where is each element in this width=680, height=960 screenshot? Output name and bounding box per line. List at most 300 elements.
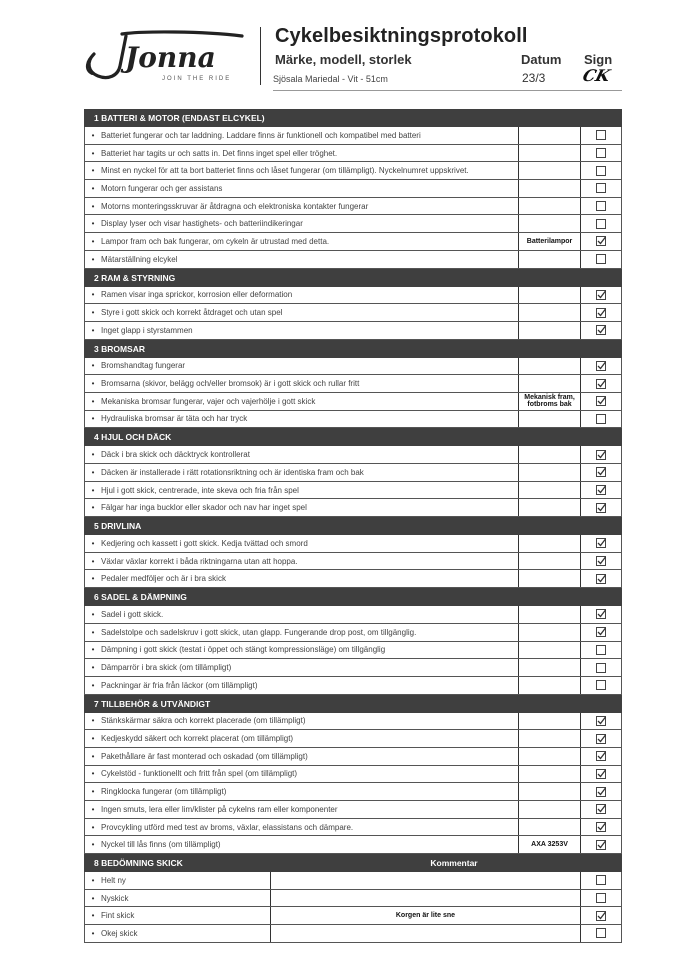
bullet-icon: • (91, 875, 95, 885)
table-row (84, 145, 622, 163)
note-cell (518, 304, 582, 321)
bullet-icon: • (91, 485, 95, 495)
bullet-icon: • (91, 379, 95, 389)
check-cell (581, 766, 622, 783)
item-cell (84, 482, 518, 499)
table-row (84, 570, 622, 588)
note-cell (518, 713, 582, 730)
checkbox[interactable] (596, 663, 606, 673)
check-cell (581, 215, 622, 232)
note-cell (518, 322, 582, 339)
bullet-icon: • (91, 751, 95, 761)
bullet-icon: • (91, 804, 95, 814)
table-row (84, 411, 622, 429)
check-cell (581, 358, 622, 375)
check-cell (581, 748, 622, 765)
note-cell: AXA 3253V (518, 836, 582, 853)
checkbox[interactable] (596, 893, 606, 903)
checkbox[interactable] (596, 787, 606, 797)
note-cell (518, 145, 582, 162)
bullet-icon: • (91, 556, 95, 566)
item-text: Mekaniska bromsar fungerar, vajer och vajerhölje i gott skick (101, 396, 316, 406)
item-cell (84, 358, 518, 375)
table-row (84, 464, 622, 482)
comment-header: Kommentar (430, 858, 478, 869)
check-cell (581, 251, 622, 268)
note-cell (518, 606, 582, 623)
note-cell (518, 358, 582, 375)
note-cell (518, 198, 582, 215)
item-cell (84, 304, 518, 321)
checkbox[interactable] (596, 290, 606, 300)
item-text: Fälgar har inga bucklor eller skador och nav har inget spel (101, 503, 307, 513)
note-cell (518, 287, 582, 304)
table-row (84, 215, 622, 233)
note-cell (518, 730, 582, 747)
table-row (84, 322, 622, 340)
check-cell (581, 642, 622, 659)
check-cell (581, 819, 622, 836)
item-cell (84, 145, 518, 162)
section-title: 2 RAM & STYRNING (94, 272, 176, 283)
section-title: 3 BROMSAR (94, 343, 146, 354)
check-icon (596, 555, 607, 566)
section-title: 7 TILLBEHÖR & UTVÄNDIGT (94, 698, 211, 709)
check-icon (596, 768, 607, 779)
checkbox[interactable] (596, 680, 606, 690)
check-cell (581, 553, 622, 570)
item-text: Bromsarna (skivor, belägg och/eller bromsok) är i gott skick och rullar fritt (101, 379, 360, 389)
checkbox[interactable] (596, 361, 606, 371)
check-icon (596, 466, 607, 477)
item-text: Helt ny (101, 875, 126, 885)
item-text: Nyckel till lås finns (om tillämpligt) (101, 840, 221, 850)
section-title: 1 BATTERI & MOTOR (ENDAST ELCYKEL) (94, 113, 265, 123)
check-cell (581, 499, 622, 516)
note-cell: Korgen är lite sne (270, 907, 582, 924)
item-text: Sadelstolpe och sadelskruv i gott skick, utan glapp. Fungerande drop post, om tillgänglig. (101, 627, 417, 637)
inspection-table (84, 109, 622, 943)
table-row (84, 783, 622, 801)
bullet-icon: • (91, 538, 95, 548)
check-cell (581, 304, 622, 321)
check-cell (581, 411, 622, 428)
note-cell (518, 819, 582, 836)
check-cell (581, 713, 622, 730)
item-text: Däcken är installerade i rätt rotationsriktning och är identiska fram och bak (101, 467, 364, 477)
item-text: Ingen smuts, lera eller lim/klister på cykelns ram eller komponenter (101, 804, 338, 814)
item-cell (84, 624, 518, 641)
table-row (84, 730, 622, 748)
check-cell (581, 677, 622, 694)
table-row (84, 358, 622, 376)
section-header (84, 588, 622, 606)
header-rule (273, 90, 622, 91)
check-cell (581, 801, 622, 818)
section-header (84, 109, 622, 127)
note-cell: Mekanisk fram, fotbroms bak (518, 393, 582, 410)
item-text: Styre i gott skick och korrekt åtdraget och utan spel (101, 308, 283, 318)
item-cell (84, 251, 518, 268)
signature (580, 65, 618, 85)
check-icon (596, 378, 607, 389)
bullet-icon: • (91, 450, 95, 460)
section-title: 8 BEDÖMNING SKICK (94, 858, 183, 869)
check-icon (596, 733, 607, 744)
check-cell (581, 482, 622, 499)
item-text: Hydrauliska bromsar är täta och har tryck (101, 414, 248, 424)
item-cell (84, 553, 518, 570)
section-header (84, 428, 622, 446)
check-icon (596, 839, 607, 850)
checkbox[interactable] (596, 201, 606, 211)
table-row (84, 251, 622, 269)
item-text: Hjul i gott skick, centrerade, inte skeva och fria från spel (101, 485, 299, 495)
bullet-icon: • (91, 308, 95, 318)
check-cell (581, 375, 622, 392)
item-text: Ringklocka fungerar (om tillämpligt) (101, 787, 227, 797)
check-icon (596, 626, 607, 637)
checkbox[interactable] (596, 538, 606, 548)
table-row (84, 535, 622, 553)
note-cell (518, 748, 582, 765)
item-text: Packningar är fria från läckor (om tillämpligt) (101, 680, 258, 690)
svg-text:Jonna: Jonna (125, 41, 216, 74)
item-text: Kedjering och kassett i gott skick. Kedja tvättad och smord (101, 538, 308, 548)
header-divider (260, 27, 261, 85)
bullet-icon: • (91, 254, 95, 264)
checkbox[interactable] (596, 183, 606, 193)
section-title: 4 HJUL OCH DÄCK (94, 432, 172, 443)
check-icon (596, 307, 607, 318)
note-cell: Batterilampor (518, 233, 582, 250)
item-cell (84, 393, 518, 410)
check-cell (581, 907, 622, 924)
bullet-icon: • (91, 787, 95, 797)
item-cell (84, 907, 270, 924)
note-cell (518, 464, 582, 481)
check-cell (581, 446, 622, 463)
check-cell (581, 393, 622, 410)
note-cell (518, 375, 582, 392)
table-row (84, 766, 622, 784)
item-text: Display lyser och visar hastighets- och batteriindikeringar (101, 219, 303, 229)
checkbox[interactable] (596, 928, 606, 938)
table-row (84, 801, 622, 819)
checkbox[interactable] (596, 396, 606, 406)
item-cell (84, 535, 518, 552)
check-icon (596, 786, 607, 797)
check-icon (596, 395, 607, 406)
item-text: Nyskick (101, 893, 129, 903)
section-title: 6 SADEL & DÄMPNING (94, 592, 187, 603)
checkbox[interactable] (596, 875, 606, 885)
bullet-icon: • (91, 911, 95, 921)
bullet-icon: • (91, 716, 95, 726)
table-row (84, 198, 622, 216)
bullet-icon: • (91, 734, 95, 744)
item-text: Däck i bra skick och däcktryck kontrollerat (101, 450, 250, 460)
table-row (84, 748, 622, 766)
item-cell (84, 375, 518, 392)
table-row (84, 872, 622, 890)
bullet-icon: • (91, 201, 95, 211)
note-cell (518, 624, 582, 641)
table-row (84, 127, 622, 145)
item-cell (84, 642, 518, 659)
section-title: 5 DRIVLINA (94, 521, 142, 532)
note-cell (518, 482, 582, 499)
bullet-icon: • (91, 893, 95, 903)
checkbox[interactable] (596, 840, 606, 850)
item-text: Mätarställning elcykel (101, 254, 178, 264)
bullet-icon: • (91, 627, 95, 637)
checkbox[interactable] (596, 769, 606, 779)
item-text: Batteriet har tagits ur och satts in. Det finns inget spel eller tröghet. (101, 148, 338, 158)
checkbox[interactable] (596, 325, 606, 335)
bullet-icon: • (91, 148, 95, 158)
table-row (84, 642, 622, 660)
item-text: Växlar växlar korrekt i båda riktningarna utan att hoppa. (101, 556, 298, 566)
bullet-icon: • (91, 840, 95, 850)
jonna-logo (82, 26, 247, 84)
item-cell (84, 606, 518, 623)
item-cell (84, 446, 518, 463)
checkbox[interactable] (596, 804, 606, 814)
bullet-icon: • (91, 769, 95, 779)
table-row (84, 836, 622, 854)
item-text: Inget glapp i styrstammen (101, 325, 193, 335)
item-cell (84, 570, 518, 587)
item-cell (84, 748, 518, 765)
item-cell (84, 819, 518, 836)
table-row (84, 304, 622, 322)
checkbox[interactable] (596, 254, 606, 264)
note-cell (518, 570, 582, 587)
check-icon (596, 573, 607, 584)
table-row (84, 162, 622, 180)
item-text: Dämparrör i bra skick (om tillämpligt) (101, 663, 232, 673)
checkbox[interactable] (596, 308, 606, 318)
bullet-icon: • (91, 236, 95, 246)
check-icon (596, 235, 607, 246)
table-row (84, 659, 622, 677)
check-icon (596, 289, 607, 300)
check-cell (581, 872, 622, 889)
table-row (84, 499, 622, 517)
checkbox[interactable] (596, 627, 606, 637)
bike-info-label: Märke, modell, storlek (275, 52, 412, 67)
item-text: Pedaler medföljer och är i bra skick (101, 574, 226, 584)
section-header (84, 695, 622, 713)
item-cell (84, 180, 518, 197)
item-text: Motorns monteringsskruvar är åtdragna och elektroniska kontakter fungerar (101, 201, 369, 211)
svg-text:JOIN THE RIDE: JOIN THE RIDE (162, 76, 232, 82)
item-cell (84, 766, 518, 783)
checkbox[interactable] (596, 734, 606, 744)
bullet-icon: • (91, 166, 95, 176)
item-cell (84, 464, 518, 481)
item-cell (84, 890, 270, 907)
checkbox[interactable] (596, 166, 606, 176)
bullet-icon: • (91, 414, 95, 424)
table-row (84, 713, 622, 731)
item-cell (84, 127, 518, 144)
bullet-icon: • (91, 928, 95, 938)
note-cell (270, 872, 582, 889)
svg-text:CK: CK (580, 66, 613, 85)
item-cell (84, 411, 518, 428)
table-row (84, 482, 622, 500)
checkbox[interactable] (596, 379, 606, 389)
check-cell (581, 180, 622, 197)
bullet-icon: • (91, 467, 95, 477)
item-text: Ramen visar inga sprickor, korrosion eller deformation (101, 290, 293, 300)
section-header (84, 854, 622, 872)
item-text: Batteriet fungerar och tar laddning. Laddare finns är funktionell och kompatibel med batteri (101, 130, 421, 140)
table-row (84, 393, 622, 411)
item-text: Motorn fungerar och ger assistans (101, 183, 223, 193)
table-row (84, 180, 622, 198)
check-cell (581, 198, 622, 215)
check-cell (581, 570, 622, 587)
check-cell (581, 233, 622, 250)
check-icon (596, 502, 607, 513)
item-cell (84, 162, 518, 179)
table-row (84, 375, 622, 393)
check-icon (596, 324, 607, 335)
item-cell (84, 677, 518, 694)
check-icon (596, 750, 607, 761)
table-row (84, 606, 622, 624)
item-text: Dämpning i gott skick (testat i öppet och stängt kompressionsläge) om tillgänglig (101, 645, 386, 655)
item-cell (84, 322, 518, 339)
table-row (84, 677, 622, 695)
section-header (84, 269, 622, 287)
check-cell (581, 606, 622, 623)
checkbox[interactable] (596, 450, 606, 460)
bike-info-value: Sjösala Mariedal - Vit - 51cm (273, 74, 388, 84)
item-text: Fint skick (101, 911, 135, 921)
checkbox[interactable] (596, 414, 606, 424)
check-cell (581, 730, 622, 747)
checkbox[interactable] (596, 130, 606, 140)
check-cell (581, 145, 622, 162)
check-icon (596, 449, 607, 460)
check-cell (581, 890, 622, 907)
check-cell (581, 287, 622, 304)
table-row (84, 233, 622, 251)
bullet-icon: • (91, 822, 95, 832)
checkbox[interactable] (596, 236, 606, 246)
checkbox[interactable] (596, 716, 606, 726)
check-icon (596, 608, 607, 619)
bullet-icon: • (91, 645, 95, 655)
check-icon (596, 484, 607, 495)
checkbox[interactable] (596, 503, 606, 513)
check-icon (596, 537, 607, 548)
item-text: Okej skick (101, 928, 138, 938)
check-icon (596, 910, 607, 921)
item-cell (84, 233, 518, 250)
note-cell (518, 783, 582, 800)
item-cell (84, 287, 518, 304)
checkbox[interactable] (596, 219, 606, 229)
checkbox[interactable] (596, 467, 606, 477)
check-icon (596, 821, 607, 832)
sign-label: Sign (584, 52, 613, 67)
checkbox[interactable] (596, 822, 606, 832)
item-text: Stänkskärmar säkra och korrekt placerade (om tillämpligt) (101, 716, 306, 726)
item-cell (84, 783, 518, 800)
checkbox[interactable] (596, 485, 606, 495)
check-icon (596, 360, 607, 371)
checkbox[interactable] (596, 556, 606, 566)
note-cell (518, 801, 582, 818)
item-cell (84, 730, 518, 747)
check-cell (581, 127, 622, 144)
note-cell (518, 127, 582, 144)
table-row (84, 446, 622, 464)
note-cell (518, 553, 582, 570)
checkbox[interactable] (596, 609, 606, 619)
check-icon (596, 715, 607, 726)
section-header (84, 340, 622, 358)
table-row (84, 624, 622, 642)
table-row (84, 925, 622, 943)
checkbox[interactable] (596, 911, 606, 921)
item-cell (84, 499, 518, 516)
check-cell (581, 783, 622, 800)
note-cell (518, 162, 582, 179)
check-cell (581, 925, 622, 942)
item-text: Provcykling utförd med test av broms, växlar, elassistans och dämpare. (101, 822, 354, 832)
note-cell (518, 535, 582, 552)
table-row (84, 287, 622, 305)
item-cell (84, 198, 518, 215)
item-cell (84, 872, 270, 889)
note-cell (518, 251, 582, 268)
item-text: Lampor fram och bak fungerar, om cykeln är utrustad med detta. (101, 236, 330, 246)
item-text: Sadel i gott skick. (101, 609, 164, 619)
checkbox[interactable] (596, 574, 606, 584)
datum-value: 23/3 (522, 71, 546, 85)
bullet-icon: • (91, 503, 95, 513)
page-title: Cykelbesiktningsprotokoll (275, 25, 528, 47)
item-cell (84, 215, 518, 232)
item-text: Cykelstöd - funktionellt och fritt från spel (om tillämpligt) (101, 769, 298, 779)
bullet-icon: • (91, 663, 95, 673)
note-cell (518, 677, 582, 694)
note-cell (270, 925, 582, 942)
datum-label: Datum (521, 52, 562, 67)
bullet-icon: • (91, 574, 95, 584)
note-cell (518, 180, 582, 197)
checkbox[interactable] (596, 751, 606, 761)
check-cell (581, 464, 622, 481)
section-header (84, 517, 622, 535)
check-cell (581, 659, 622, 676)
item-cell (84, 801, 518, 818)
item-cell (84, 836, 518, 853)
checkbox[interactable] (596, 645, 606, 655)
check-cell (581, 162, 622, 179)
bullet-icon: • (91, 219, 95, 229)
bullet-icon: • (91, 361, 95, 371)
item-cell (84, 713, 518, 730)
bullet-icon: • (91, 290, 95, 300)
checkbox[interactable] (596, 148, 606, 158)
